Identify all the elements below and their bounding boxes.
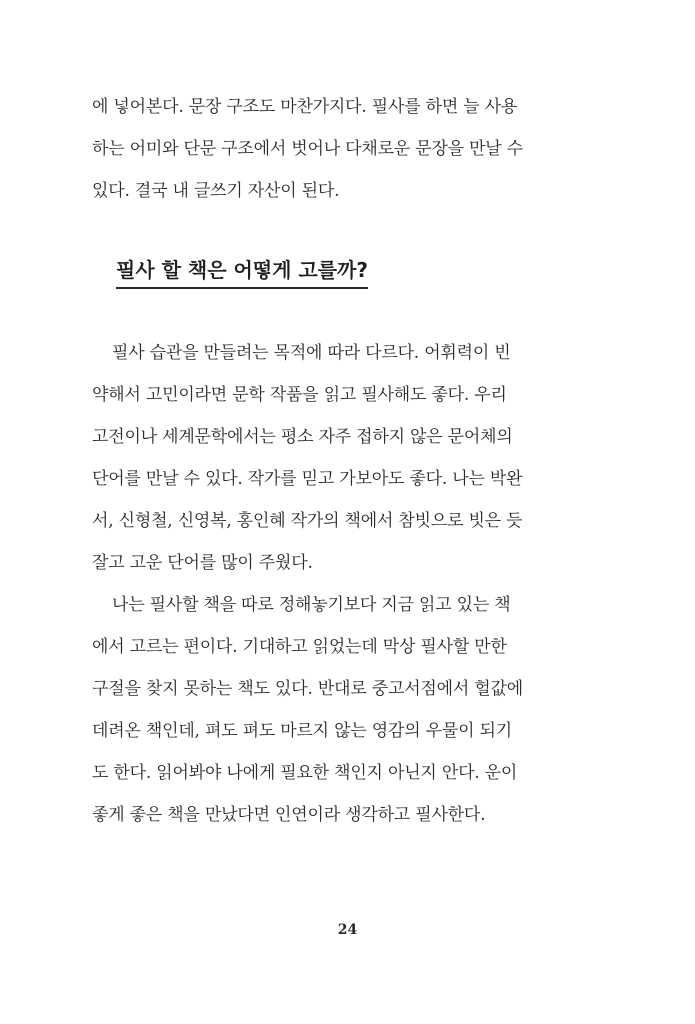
section-heading-wrap: [116, 254, 368, 289]
top-paragraph: [92, 86, 562, 212]
text-line: 도 한다. 읽어봐야 나에게 필요한 책인지 아닌지 안다. 운이: [92, 763, 518, 783]
section-heading: 필사 할 책은 어떻게 고를까?: [116, 254, 368, 289]
text-line: 나는 필사할 책을 따로 정해놓기보다 지금 읽고 있는 책: [112, 595, 511, 615]
page-number: 24: [337, 922, 358, 938]
text-line: 있다. 결국 내 글쓰기 자산이 된다.: [92, 181, 340, 201]
text-line: 좋게 좋은 책을 만났다면 인연이라 생각하고 필사한다.: [92, 805, 486, 825]
text-line: 단어를 만날 수 있다. 작가를 믿고 가보아도 좋다. 나는 박완: [92, 469, 523, 489]
main-text: [92, 332, 562, 836]
text-line: 에서 고르는 편이다. 기대하고 읽었는데 막상 필사할 만한: [92, 637, 507, 657]
text-line: 고전이나 세계문학에서는 평소 자주 접하지 않은 문어체의: [92, 427, 513, 447]
text-line: 필사 습관을 만들려는 목적에 따라 다르다. 어휘력이 빈: [112, 343, 511, 363]
text-line: 구절을 찾지 못하는 책도 있다. 반대로 중고서점에서 헐값에: [92, 679, 523, 699]
text-line: 하는 어미와 단문 구조에서 벗어나 다채로운 문장을 만날 수: [92, 139, 523, 159]
paragraph-2: [92, 584, 562, 836]
paragraph-1: [92, 332, 562, 584]
text-line: 약해서 고민이라면 문학 작품을 읽고 필사해도 좋다. 우리: [92, 385, 507, 405]
text-line: 데려온 책인데, 펴도 펴도 마르지 않는 영감의 우물이 되기: [92, 721, 512, 741]
text-line: 서, 신형철, 신영복, 홍인혜 작가의 책에서 참빗으로 빗은 듯: [92, 511, 523, 531]
text-line: 잘고 고운 단어를 많이 주웠다.: [92, 553, 313, 573]
text-line: 에 넣어본다. 문장 구조도 마찬가지다. 필사를 하면 늘 사용: [92, 97, 518, 117]
